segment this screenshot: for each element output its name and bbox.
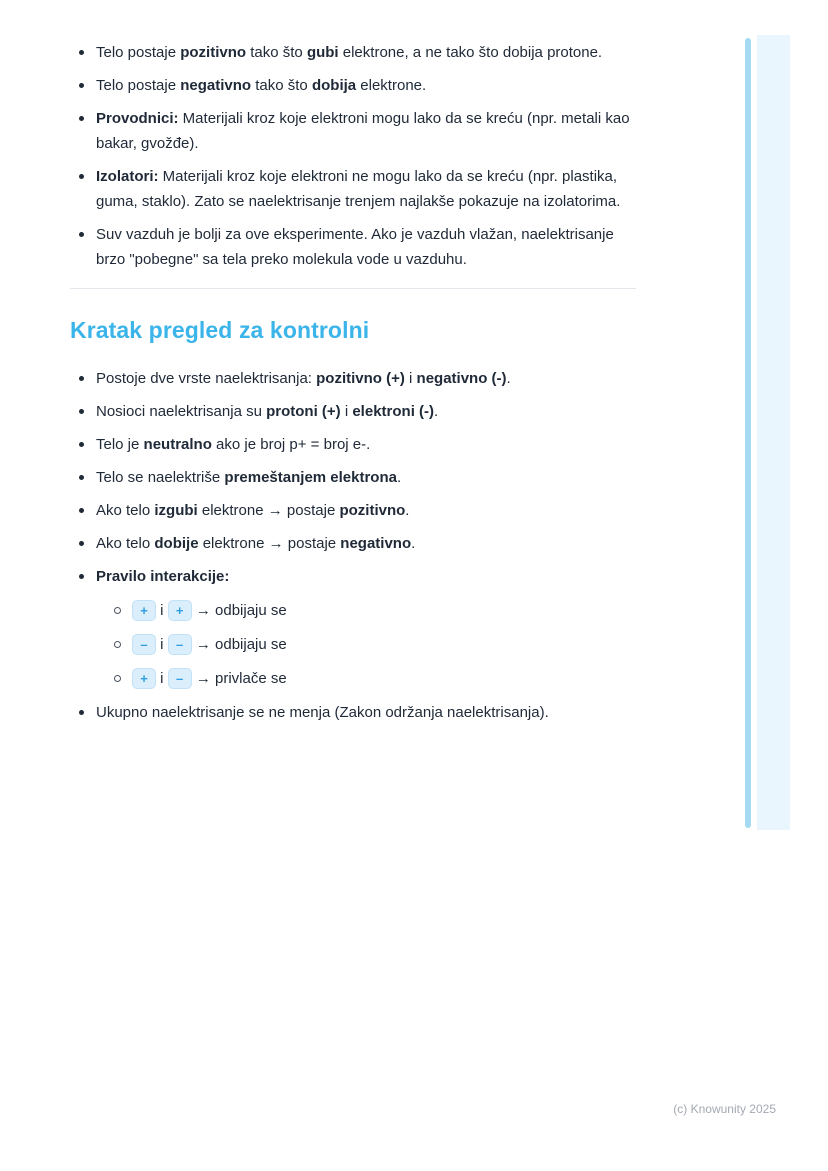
text-segment: . xyxy=(434,403,439,420)
text-segment: dobije xyxy=(154,535,199,552)
text-segment: gubi xyxy=(306,44,339,61)
text-segment: tako što xyxy=(251,77,312,94)
text-segment: negativno (-) xyxy=(416,370,507,387)
text-segment: Pravilo interakcije: xyxy=(96,568,230,585)
interaction-rule xyxy=(106,598,636,623)
notes-content xyxy=(70,40,636,733)
text-segment: i xyxy=(156,636,168,653)
text-segment: elektrone → postaje xyxy=(197,502,340,519)
text-segment: negativno xyxy=(340,535,412,552)
text-segment: pozitivno xyxy=(180,44,247,61)
text-segment: Telo postaje xyxy=(96,44,181,61)
text-segment: → privlače se xyxy=(191,670,287,687)
bullet-item xyxy=(70,222,636,272)
bullet-item xyxy=(70,564,636,691)
text-segment: Ako telo xyxy=(96,535,155,552)
scrollbar-thumb[interactable] xyxy=(745,38,751,828)
text-segment: Materijali kroz koje elektroni mogu lako da se kreću (npr. metali kao bakar, gvožđe). xyxy=(96,110,630,152)
text-segment: i xyxy=(404,370,417,387)
text-segment: elektrone → postaje xyxy=(198,535,341,552)
facts-list xyxy=(70,40,636,272)
bullet-item xyxy=(70,465,636,490)
plus-charge-badge: + xyxy=(168,600,192,621)
text-segment: protoni (+) xyxy=(266,403,341,420)
text-segment: i xyxy=(156,602,168,619)
text-segment: → odbijaju se xyxy=(191,636,287,653)
text-segment: Provodnici: xyxy=(96,110,179,127)
text-segment: Nosioci naelektrisanja su xyxy=(96,403,267,420)
text-segment: Telo je xyxy=(96,436,144,453)
text-segment: Telo se naelektriše xyxy=(96,469,225,486)
bullet-item xyxy=(70,40,636,65)
section-heading: Kratak pregled za kontrolni xyxy=(70,317,370,343)
text-segment: . xyxy=(411,535,416,552)
text-segment: . xyxy=(405,502,410,519)
footer-credit: (c) Knowunity 2025 xyxy=(673,1102,776,1116)
bullet-item xyxy=(70,498,636,523)
text-segment: Ako telo xyxy=(96,502,155,519)
bullet-item xyxy=(70,73,636,98)
section-divider xyxy=(70,288,636,289)
text-segment: Suv vazduh je bolji za ove eksperimente. Ako je vazduh vlažan, naelektrisanje brzo "pobegne" sa tela preko molekula vode u vazduhu. xyxy=(96,226,614,268)
text-segment: i xyxy=(156,670,168,687)
text-segment: Postoje dve vrste naelektrisanja: xyxy=(96,370,317,387)
bullet-item xyxy=(70,164,636,214)
text-segment: premeštanjem elektrona xyxy=(224,469,397,486)
text-segment: dobija xyxy=(311,77,357,94)
text-segment: pozitivno (+) xyxy=(316,370,405,387)
page-edge-strip xyxy=(757,35,790,830)
bullet-item xyxy=(70,366,636,391)
text-segment: → odbijaju se xyxy=(191,602,287,619)
interaction-rule xyxy=(106,666,636,691)
plus-charge-badge: + xyxy=(132,668,156,689)
minus-charge-badge: – xyxy=(132,634,156,655)
text-segment: Ukupno naelektrisanje se ne menja (Zakon održanja naelektrisanja). xyxy=(96,704,549,721)
text-segment: elektrone, a ne tako što dobija protone. xyxy=(338,44,603,61)
text-segment: izgubi xyxy=(154,502,198,519)
text-segment: . xyxy=(396,469,402,486)
bullet-item xyxy=(70,700,636,725)
bullet-item xyxy=(70,531,636,556)
bullet-item xyxy=(70,106,636,156)
text-segment: elektrone. xyxy=(356,77,427,94)
bullet-item xyxy=(70,399,636,424)
interaction-rule xyxy=(106,632,636,657)
text-segment: Materijali kroz koje elektroni ne mogu lako da se kreću (npr. plastika, guma, staklo). Zato se naelektrisanje trenjem najlakše pokazuje na izolatorima. xyxy=(96,168,621,210)
text-segment: i xyxy=(340,403,353,420)
text-segment: ako je broj p+ = broj e-. xyxy=(211,436,371,453)
text-segment: pozitivno xyxy=(339,502,406,519)
text-segment: Telo postaje xyxy=(96,77,181,94)
bullet-item xyxy=(70,432,636,457)
interaction-sublist xyxy=(106,598,636,691)
text-segment: Izolatori: xyxy=(96,168,159,185)
minus-charge-badge: – xyxy=(168,634,192,655)
plus-charge-badge: + xyxy=(132,600,156,621)
text-segment: . xyxy=(506,370,511,387)
text-segment: negativno xyxy=(180,77,252,94)
text-segment: tako što xyxy=(246,44,307,61)
text-segment: neutralno xyxy=(143,436,212,453)
minus-charge-badge: – xyxy=(168,668,192,689)
summary-list xyxy=(70,366,636,725)
text-segment: elektroni (-) xyxy=(352,403,435,420)
